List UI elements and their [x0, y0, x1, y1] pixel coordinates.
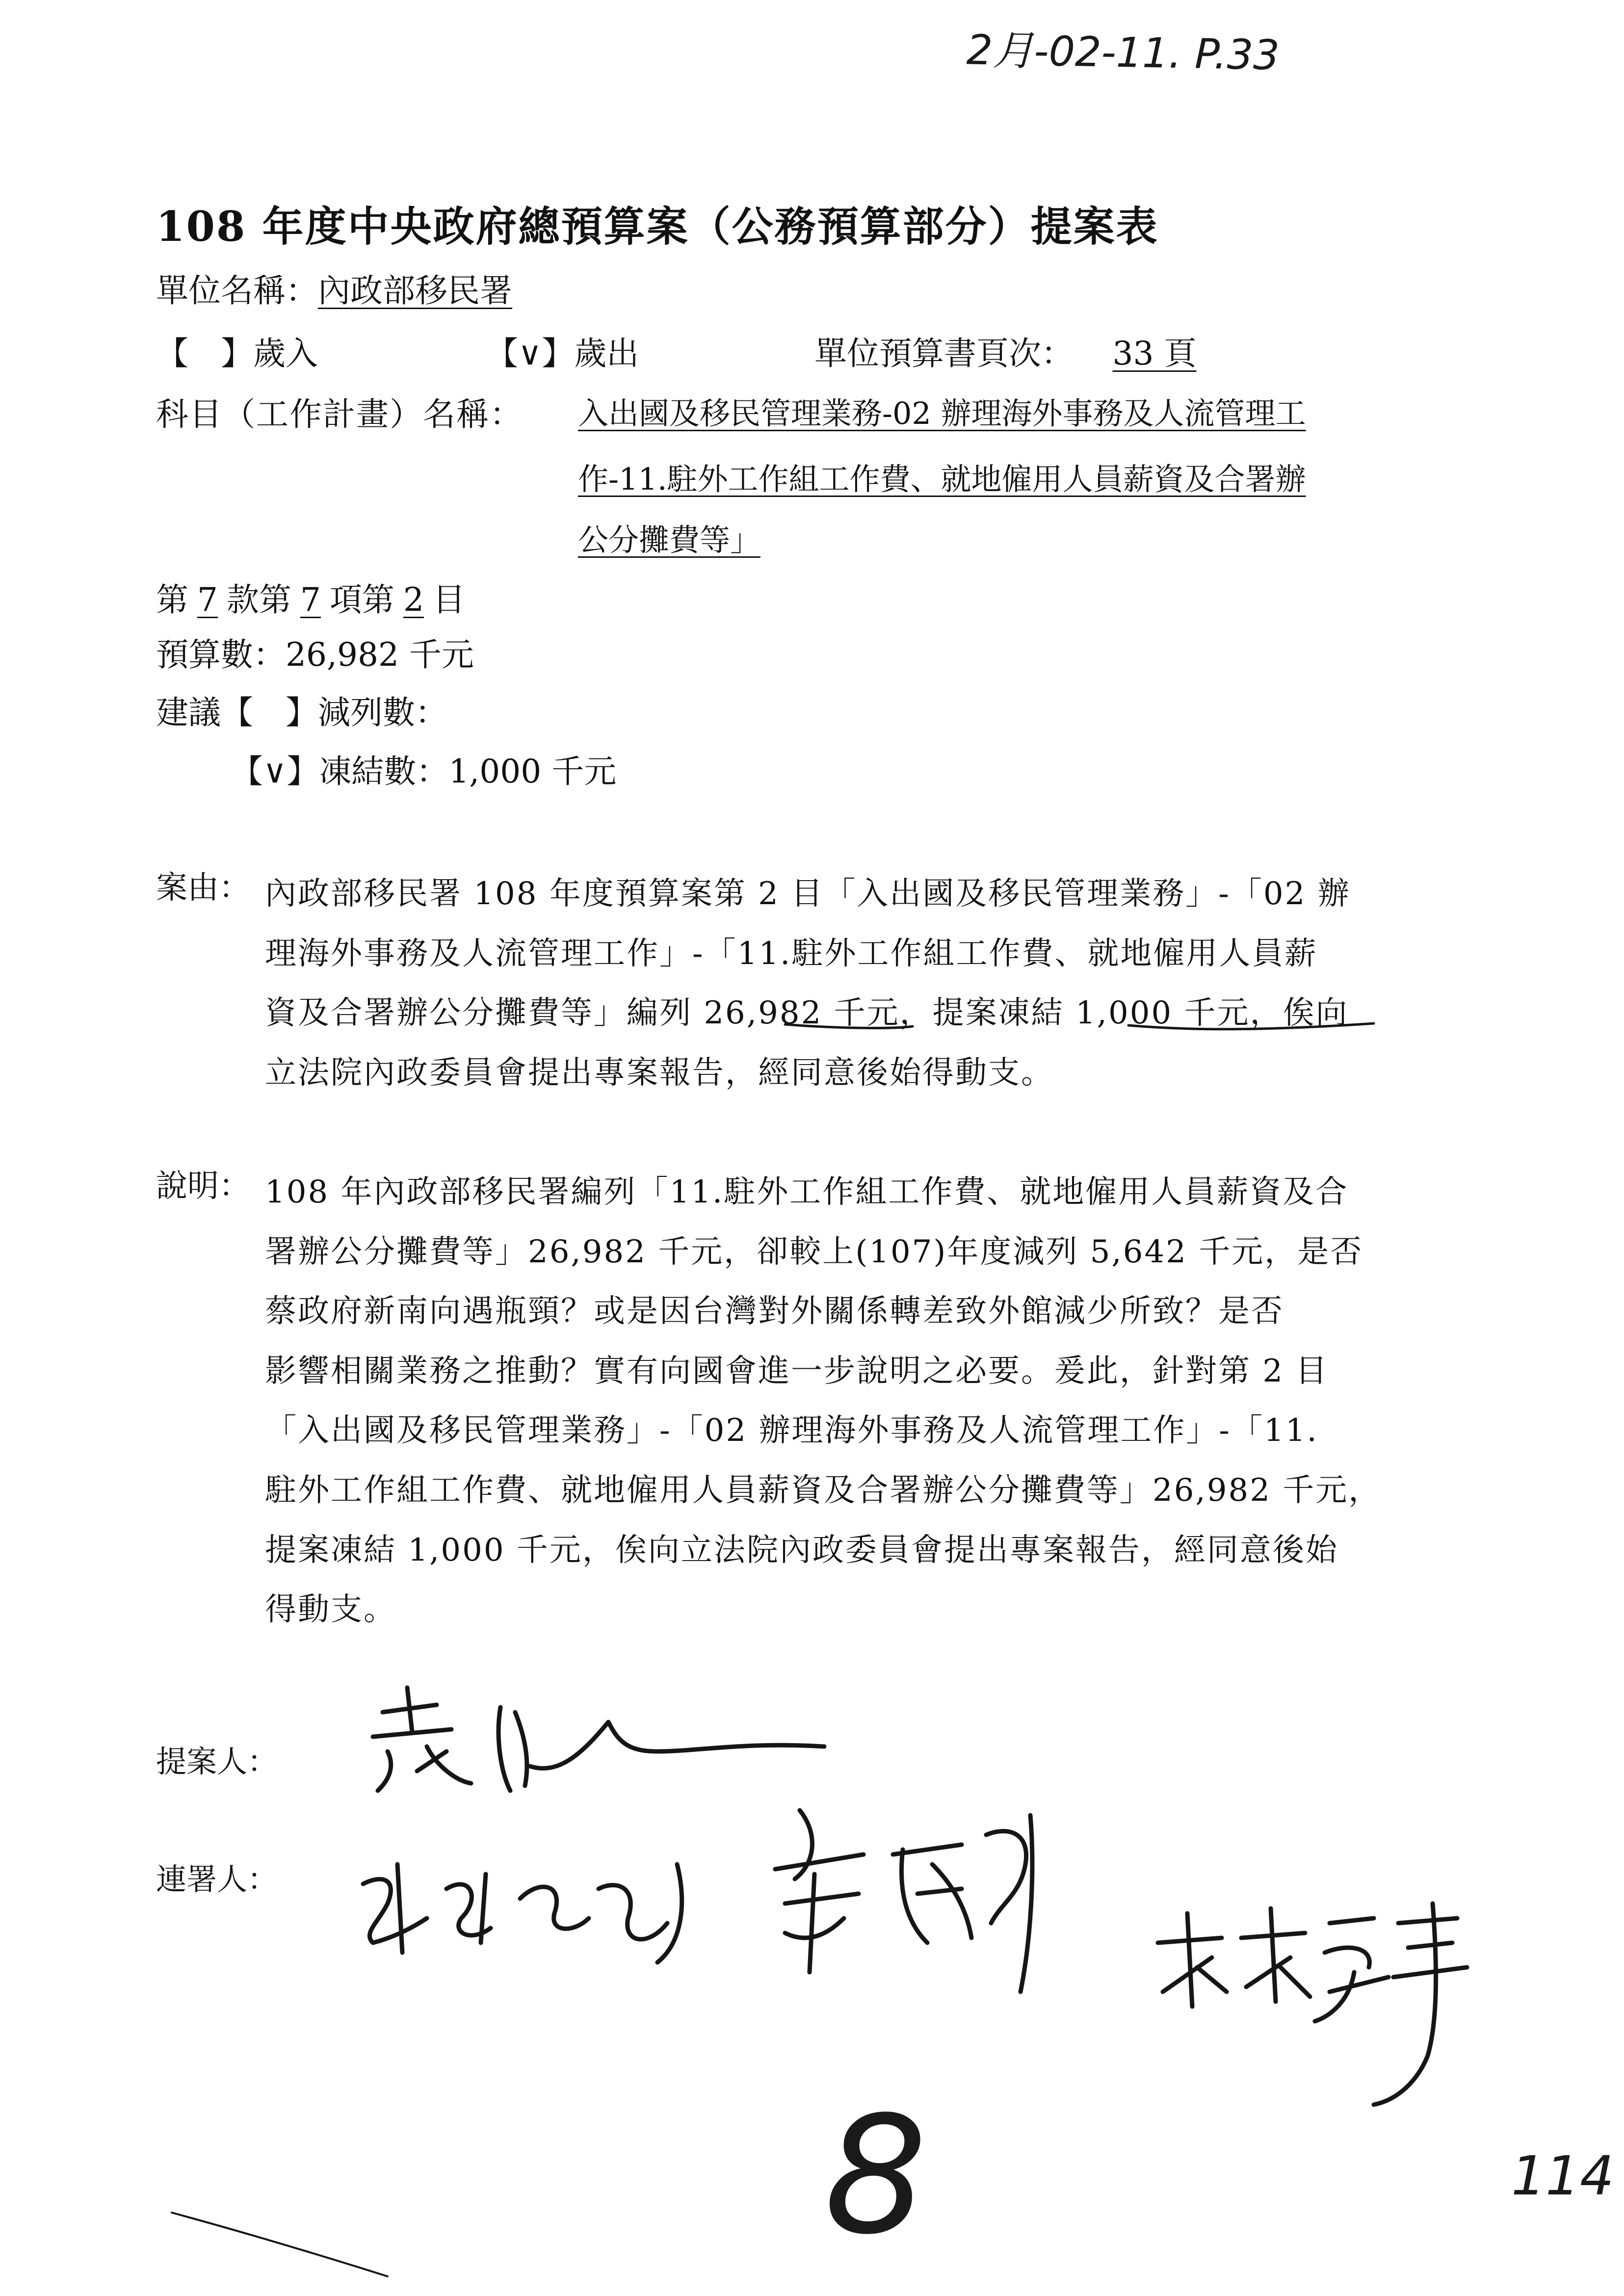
expense-checkbox: 【∨】 [486, 335, 575, 372]
income-label: 歲入 [253, 335, 318, 372]
section-text: 款第 [227, 581, 291, 619]
explanation-line: 得動支。 [265, 1592, 396, 1628]
page-number-label: 單位預算書頁次： [814, 335, 1074, 372]
unit-label: 單位名稱： [156, 272, 318, 310]
section-mu: 2 [403, 581, 424, 619]
subject-line-1: 入出國及移民管理業務-02 辦理海外事務及人流管理工 [578, 395, 1306, 431]
page-title: 108 年度中央政府總預算案（公務預算部分）提案表 [156, 202, 1159, 251]
cosigner-label: 連署人： [156, 1861, 278, 1897]
handwritten-reference-note: 2月-02-11. P.33 [966, 26, 1280, 79]
section-text: 項第 [330, 581, 394, 619]
explanation-line: 署辦公分攤費等」26,982 千元，卻較上(107)年度減列 5,642 千元，是否 [265, 1233, 1363, 1270]
suggest-label: 建議 [156, 694, 221, 731]
explanation-label: 說明： [156, 1168, 250, 1204]
section-text: 第 [156, 581, 188, 619]
unit-value: 內政部移民署 [318, 272, 512, 310]
case-reason-label: 案由： [156, 870, 250, 906]
page-number-value: 33 頁 [1112, 335, 1197, 372]
explanation-body [265, 1163, 1482, 1640]
explanation-line: 「入出國及移民管理業務」-「02 辦理海外事務及人流管理工作」-「11. [265, 1412, 1318, 1449]
section-xiang: 7 [300, 581, 321, 619]
cosigner-signature-2 [756, 1796, 1060, 2002]
case-reason-line: 立法院內政委員會提出專案報告，經同意後始得動支。 [265, 1054, 1054, 1091]
explanation-line: 提案凍結 1,000 千元，俟向立法院內政委員會提出專案報告，經同意後始 [265, 1532, 1338, 1568]
case-reason-line: 理海外事務及人流管理工作」-「11.駐外工作組工作費、就地僱用人員薪 [265, 935, 1318, 972]
section-kuan: 7 [197, 581, 218, 619]
explanation-line: 影響相關業務之推動？實有向國會進一步說明之必要。爰此，針對第 2 目 [265, 1353, 1329, 1389]
proposer-label: 提案人： [156, 1744, 278, 1779]
budget-amount: 預算數：26,982 千元 [156, 636, 474, 674]
handwritten-number: 8 [824, 2082, 927, 2270]
case-reason-line: 內政部移民署 108 年度預算案第 2 目「入出國及移民管理業務」-「02 辦 [265, 876, 1351, 912]
explanation-line: 駐外工作組工作費、就地僱用人員薪資及合署辦公分攤費等」26,982 千元， [265, 1472, 1382, 1509]
stray-pen-stroke [167, 2208, 412, 2286]
freeze-label: 凍結數：1,000 千元 [319, 753, 617, 790]
case-reason-line: 資及合署辦公分攤費等」編列 26,982 千元，提案凍結 1,000 千元，俟向 [265, 995, 1349, 1032]
reduce-checkbox: 【 】 [221, 694, 318, 731]
subject-line-3: 公分攤費等」 [578, 522, 761, 558]
handwritten-page-number: 114 [1511, 2144, 1614, 2207]
section-text: 目 [433, 581, 465, 619]
explanation-line: 蔡政府新南向遇瓶頸？或是因台灣對外關係轉差致外館減少所致？是否 [265, 1293, 1284, 1330]
subject-line-2: 作-11.駐外工作組工作費、就地僱用人員薪資及合署辦 [578, 461, 1306, 497]
expense-label: 歲出 [574, 335, 639, 372]
cosigner-signature-3 [1143, 1894, 1487, 2110]
freeze-checkbox: 【∨】 [231, 753, 319, 790]
income-checkbox: 【 】 [156, 335, 253, 372]
subject-label: 科目（工作計畫）名稱： [156, 395, 523, 433]
cosigner-signature-1 [343, 1845, 726, 1972]
reduce-label: 減列數： [318, 694, 447, 731]
proposer-signature [353, 1678, 844, 1805]
explanation-line: 108 年內政部移民署編列「11.駐外工作組工作費、就地僱用人員薪資及合 [265, 1174, 1349, 1210]
